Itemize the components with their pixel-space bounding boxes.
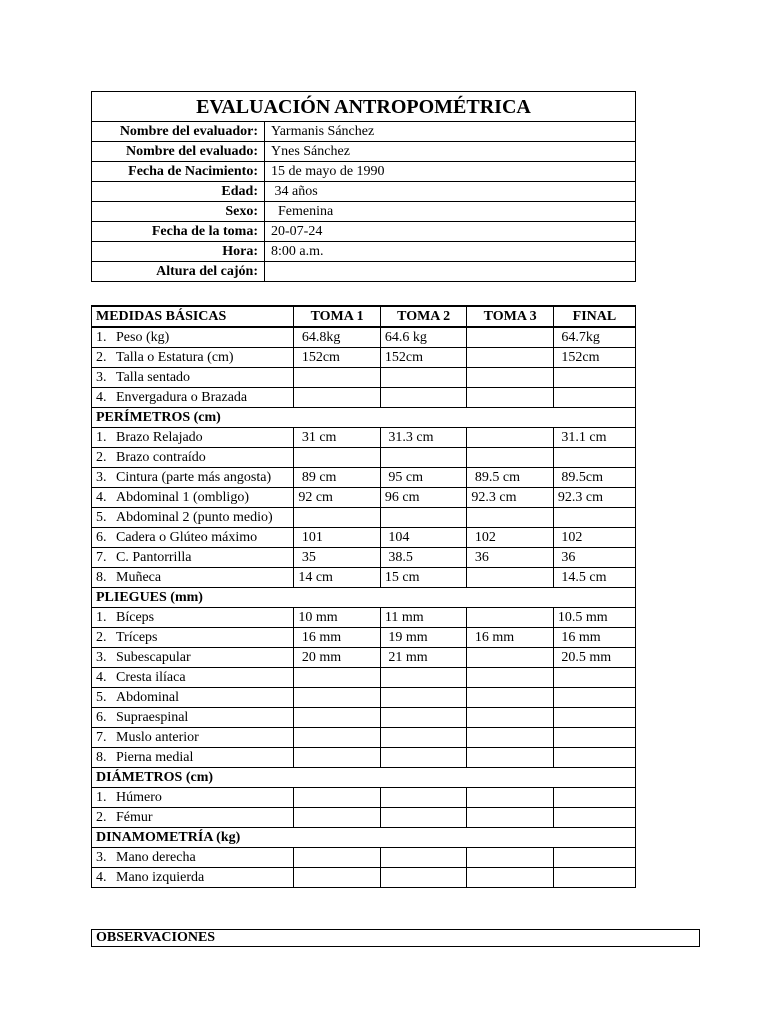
- toma-1-value: [294, 788, 381, 808]
- final-value: [553, 708, 635, 728]
- observations-label: OBSERVACIONES: [92, 930, 700, 947]
- header-toma-3: TOMA 3: [467, 306, 554, 327]
- measurement-name-cell: [92, 568, 294, 588]
- info-value: Ynes Sánchez: [265, 142, 636, 162]
- item-number: 1.: [96, 429, 107, 445]
- measurement-row: [92, 788, 636, 808]
- measurement-name-cell: [92, 688, 294, 708]
- item-number: 6.: [96, 709, 107, 725]
- final-value: 152cm: [553, 348, 635, 368]
- header-basic-measures: MEDIDAS BÁSICAS: [92, 306, 294, 327]
- info-value: 8:00 a.m.: [265, 242, 636, 262]
- final-value: 36: [553, 548, 635, 568]
- item-number: 1.: [96, 789, 107, 805]
- measurement-name: Cresta ilíaca: [116, 669, 186, 685]
- measurement-name-cell: [92, 528, 294, 548]
- measurement-row: [92, 388, 636, 408]
- final-value: 89.5cm: [553, 468, 635, 488]
- measurement-name: Muslo anterior: [116, 729, 199, 745]
- final-value: [553, 748, 635, 768]
- info-row: [92, 162, 636, 182]
- final-value: [553, 508, 635, 528]
- toma-3-value: [467, 428, 554, 448]
- final-value: [553, 728, 635, 748]
- section-heading: DIÁMETROS (cm): [92, 768, 636, 788]
- final-value: 64.7kg: [553, 327, 635, 348]
- measurement-name-cell: [92, 548, 294, 568]
- section-row: [92, 828, 636, 848]
- item-number: 8.: [96, 749, 107, 765]
- info-value: 15 de mayo de 1990: [265, 162, 636, 182]
- info-label: Edad:: [92, 182, 265, 202]
- info-value: Femenina: [265, 202, 636, 222]
- toma-3-value: [467, 868, 554, 888]
- info-label: Fecha de Nacimiento:: [92, 162, 265, 182]
- measurement-name: Tríceps: [116, 629, 158, 645]
- measurement-name-cell: [92, 668, 294, 688]
- info-label: Nombre del evaluado:: [92, 142, 265, 162]
- toma-2-value: 11 mm: [380, 608, 467, 628]
- toma-1-value: 31 cm: [294, 428, 381, 448]
- item-number: 2.: [96, 349, 107, 365]
- item-number: 4.: [96, 669, 107, 685]
- measurement-name-cell: [92, 728, 294, 748]
- measurement-name: Talla sentado: [116, 369, 191, 385]
- item-number: 7.: [96, 549, 107, 565]
- toma-2-value: 19 mm: [380, 628, 467, 648]
- measurement-row: [92, 808, 636, 828]
- toma-3-value: [467, 368, 554, 388]
- toma-1-value: [294, 688, 381, 708]
- measurement-name: Talla o Estatura (cm): [116, 349, 234, 365]
- measurement-row: [92, 708, 636, 728]
- toma-2-value: [380, 708, 467, 728]
- toma-1-value: 89 cm: [294, 468, 381, 488]
- toma-1-value: 14 cm: [294, 568, 381, 588]
- toma-1-value: [294, 708, 381, 728]
- measurement-row: [92, 608, 636, 628]
- toma-3-value: 36: [467, 548, 554, 568]
- measurement-name-cell: [92, 788, 294, 808]
- final-value: 31.1 cm: [553, 428, 635, 448]
- measurement-row: [92, 728, 636, 748]
- item-number: 5.: [96, 689, 107, 705]
- measurements-table: [91, 305, 636, 888]
- measurement-name-cell: [92, 428, 294, 448]
- measurement-name-cell: [92, 848, 294, 868]
- toma-2-value: [380, 848, 467, 868]
- item-number: 3.: [96, 849, 107, 865]
- measurement-name: Mano izquierda: [116, 869, 205, 885]
- measurement-row: [92, 868, 636, 888]
- toma-1-value: 64.8kg: [294, 327, 381, 348]
- toma-3-value: [467, 348, 554, 368]
- section-heading: DINAMOMETRÍA (kg): [92, 828, 636, 848]
- toma-3-value: [467, 808, 554, 828]
- info-label: Fecha de la toma:: [92, 222, 265, 242]
- measurement-name-cell: [92, 628, 294, 648]
- measurement-name: Envergadura o Brazada: [116, 389, 248, 405]
- measurement-row: [92, 748, 636, 768]
- toma-2-value: 96 cm: [380, 488, 467, 508]
- document-title: EVALUACIÓN ANTROPOMÉTRICA: [92, 92, 636, 122]
- header-toma-2: TOMA 2: [380, 306, 467, 327]
- measurement-row: [92, 528, 636, 548]
- measurement-row: [92, 688, 636, 708]
- measurement-name-cell: [92, 868, 294, 888]
- item-number: 4.: [96, 489, 107, 505]
- toma-1-value: 10 mm: [294, 608, 381, 628]
- info-value: 20-07-24: [265, 222, 636, 242]
- toma-3-value: [467, 668, 554, 688]
- toma-2-value: 15 cm: [380, 568, 467, 588]
- section-row: [92, 768, 636, 788]
- measurement-row: [92, 348, 636, 368]
- info-label: Hora:: [92, 242, 265, 262]
- measurement-name-cell: [92, 608, 294, 628]
- toma-2-value: [380, 748, 467, 768]
- item-number: 2.: [96, 809, 107, 825]
- measurement-row: [92, 428, 636, 448]
- observations-row: [92, 930, 700, 947]
- toma-1-value: [294, 748, 381, 768]
- measurement-name: Brazo Relajado: [116, 429, 203, 445]
- toma-3-value: 16 mm: [467, 628, 554, 648]
- final-value: [553, 868, 635, 888]
- toma-1-value: 101: [294, 528, 381, 548]
- toma-2-value: [380, 868, 467, 888]
- measurement-name-cell: [92, 648, 294, 668]
- measurement-row: [92, 648, 636, 668]
- measurement-row: [92, 448, 636, 468]
- measurement-name: Mano derecha: [116, 849, 196, 865]
- measurement-row: [92, 628, 636, 648]
- toma-3-value: [467, 508, 554, 528]
- measurement-row: [92, 327, 636, 348]
- measurement-row: [92, 568, 636, 588]
- info-row: [92, 182, 636, 202]
- info-value: [265, 262, 636, 282]
- item-number: 3.: [96, 469, 107, 485]
- toma-3-value: [467, 448, 554, 468]
- item-number: 7.: [96, 729, 107, 745]
- toma-2-value: 95 cm: [380, 468, 467, 488]
- measurement-name-cell: [92, 508, 294, 528]
- toma-1-value: 152cm: [294, 348, 381, 368]
- measurement-name: Peso (kg): [116, 329, 170, 345]
- patient-info-table: [91, 91, 636, 282]
- toma-2-value: [380, 788, 467, 808]
- measurement-name: Abdominal 2 (punto medio): [116, 509, 273, 525]
- final-value: [553, 848, 635, 868]
- toma-3-value: [467, 788, 554, 808]
- final-value: [553, 388, 635, 408]
- toma-2-value: [380, 728, 467, 748]
- toma-1-value: 92 cm: [294, 488, 381, 508]
- measurement-name: Abdominal: [116, 689, 179, 705]
- measurement-name-cell: [92, 748, 294, 768]
- toma-1-value: [294, 668, 381, 688]
- toma-3-value: [467, 648, 554, 668]
- measurement-name-cell: [92, 488, 294, 508]
- info-row: [92, 142, 636, 162]
- measurements-header-row: [92, 306, 636, 327]
- toma-1-value: 35: [294, 548, 381, 568]
- info-label: Sexo:: [92, 202, 265, 222]
- info-row: [92, 202, 636, 222]
- toma-1-value: 16 mm: [294, 628, 381, 648]
- final-value: [553, 368, 635, 388]
- final-value: [553, 808, 635, 828]
- toma-1-value: [294, 508, 381, 528]
- measurement-row: [92, 848, 636, 868]
- info-value: Yarmanis Sánchez: [265, 122, 636, 142]
- measurement-row: [92, 368, 636, 388]
- toma-2-value: 104: [380, 528, 467, 548]
- measurement-name: Cintura (parte más angosta): [116, 469, 272, 485]
- measurement-name-cell: [92, 368, 294, 388]
- toma-2-value: [380, 508, 467, 528]
- toma-1-value: 20 mm: [294, 648, 381, 668]
- toma-1-value: [294, 728, 381, 748]
- item-number: 5.: [96, 509, 107, 525]
- item-number: 1.: [96, 329, 107, 345]
- toma-2-value: 38.5: [380, 548, 467, 568]
- toma-3-value: [467, 748, 554, 768]
- toma-2-value: [380, 668, 467, 688]
- toma-3-value: 89.5 cm: [467, 468, 554, 488]
- measurement-name: Muñeca: [116, 569, 162, 585]
- final-value: 20.5 mm: [553, 648, 635, 668]
- measurement-name-cell: [92, 448, 294, 468]
- info-row: [92, 122, 636, 142]
- measurement-name-cell: [92, 468, 294, 488]
- item-number: 4.: [96, 869, 107, 885]
- measurement-row: [92, 508, 636, 528]
- measurement-name-cell: [92, 348, 294, 368]
- measurement-row: [92, 548, 636, 568]
- measurement-name: Bíceps: [116, 609, 155, 625]
- item-number: 3.: [96, 369, 107, 385]
- measurement-name: C. Pantorrilla: [116, 549, 192, 565]
- measurement-name-cell: [92, 327, 294, 348]
- toma-1-value: [294, 808, 381, 828]
- toma-3-value: [467, 728, 554, 748]
- item-number: 3.: [96, 649, 107, 665]
- item-number: 2.: [96, 449, 107, 465]
- final-value: 14.5 cm: [553, 568, 635, 588]
- toma-1-value: [294, 388, 381, 408]
- measurement-name: Húmero: [116, 789, 162, 805]
- toma-2-value: 21 mm: [380, 648, 467, 668]
- toma-3-value: [467, 608, 554, 628]
- measurement-name: Fémur: [116, 809, 153, 825]
- final-value: 10.5 mm: [553, 608, 635, 628]
- final-value: [553, 668, 635, 688]
- toma-3-value: [467, 708, 554, 728]
- toma-3-value: [467, 688, 554, 708]
- item-number: 4.: [96, 389, 107, 405]
- measurement-name: Abdominal 1 (ombligo): [116, 489, 249, 505]
- final-value: [553, 788, 635, 808]
- measurement-name-cell: [92, 708, 294, 728]
- measurement-name-cell: [92, 808, 294, 828]
- toma-3-value: [467, 848, 554, 868]
- toma-2-value: 31.3 cm: [380, 428, 467, 448]
- final-value: 92.3 cm: [553, 488, 635, 508]
- measurement-name: Subescapular: [116, 649, 191, 665]
- toma-2-value: 64.6 kg: [380, 327, 467, 348]
- toma-3-value: 92.3 cm: [467, 488, 554, 508]
- measurement-name: Brazo contraído: [116, 449, 206, 465]
- toma-1-value: [294, 368, 381, 388]
- item-number: 2.: [96, 629, 107, 645]
- info-row: [92, 242, 636, 262]
- section-heading: PLIEGUES (mm): [92, 588, 636, 608]
- toma-1-value: [294, 868, 381, 888]
- observations-table: [91, 929, 700, 947]
- toma-3-value: [467, 388, 554, 408]
- info-value: 34 años: [265, 182, 636, 202]
- measurement-row: [92, 468, 636, 488]
- section-row: [92, 588, 636, 608]
- measurement-row: [92, 488, 636, 508]
- info-label: Nombre del evaluador:: [92, 122, 265, 142]
- measurement-name: Supraespinal: [116, 709, 189, 725]
- toma-1-value: [294, 448, 381, 468]
- final-value: 102: [553, 528, 635, 548]
- header-final: FINAL: [553, 306, 635, 327]
- info-row: [92, 262, 636, 282]
- info-label: Altura del cajón:: [92, 262, 265, 282]
- toma-3-value: [467, 327, 554, 348]
- toma-2-value: [380, 688, 467, 708]
- final-value: [553, 448, 635, 468]
- toma-3-value: 102: [467, 528, 554, 548]
- item-number: 1.: [96, 609, 107, 625]
- toma-2-value: [380, 368, 467, 388]
- info-row: [92, 222, 636, 242]
- toma-2-value: [380, 808, 467, 828]
- toma-2-value: [380, 388, 467, 408]
- title-row: [92, 92, 636, 122]
- toma-3-value: [467, 568, 554, 588]
- toma-2-value: 152cm: [380, 348, 467, 368]
- measurement-row: [92, 668, 636, 688]
- measurement-name: Cadera o Glúteo máximo: [116, 529, 258, 545]
- section-row: [92, 408, 636, 428]
- measurement-name-cell: [92, 388, 294, 408]
- item-number: 6.: [96, 529, 107, 545]
- measurement-name: Pierna medial: [116, 749, 194, 765]
- final-value: [553, 688, 635, 708]
- section-heading: PERÍMETROS (cm): [92, 408, 636, 428]
- toma-2-value: [380, 448, 467, 468]
- final-value: 16 mm: [553, 628, 635, 648]
- header-toma-1: TOMA 1: [294, 306, 381, 327]
- item-number: 8.: [96, 569, 107, 585]
- toma-1-value: [294, 848, 381, 868]
